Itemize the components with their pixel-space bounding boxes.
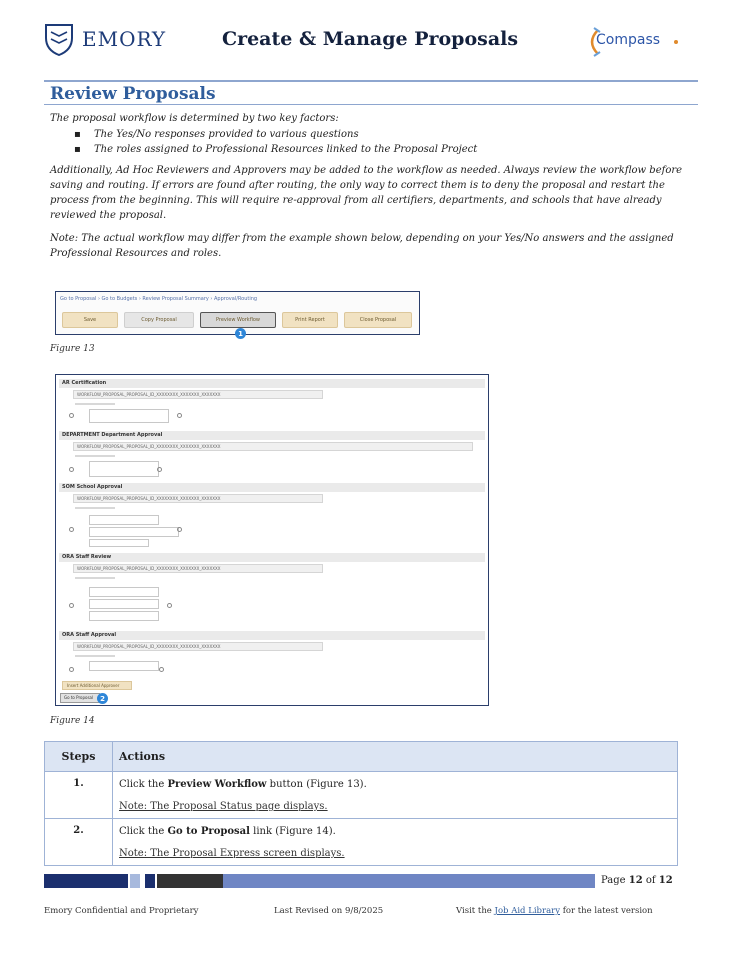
- steps-table: [44, 741, 678, 866]
- step-number: 1.: [45, 772, 113, 819]
- workflow-section-title: SOM School Approval: [59, 483, 485, 492]
- footer-bar-segment: [44, 874, 128, 888]
- workflow-section-title: ORA Staff Approval: [59, 631, 485, 640]
- table-row: [45, 772, 678, 819]
- page-header: [0, 0, 740, 80]
- table-row: [45, 819, 678, 866]
- workflow-section: [59, 483, 485, 551]
- step-note: Note: The Proposal Status page displays.: [119, 801, 328, 812]
- job-aid-library-link[interactable]: Job Aid Library: [494, 906, 560, 916]
- workflow-section-title: ORA Staff Review: [59, 553, 485, 562]
- steps-column-header: Steps: [45, 742, 113, 772]
- figure-14-screenshot: [55, 374, 489, 706]
- approver-box: [89, 409, 169, 423]
- compass-logo-text: Compass: [596, 32, 661, 48]
- workflow-path-bar: WORKFLOW_PROPOSAL_PROPOSAL_ID_XXXXXXXX_XXXXXXX_XXXXXXX: [73, 390, 323, 399]
- emory-logo-text: EMORY: [82, 27, 167, 51]
- section-title: Review Proposals: [50, 84, 216, 104]
- workflow-path-bar: WORKFLOW_PROPOSAL_PROPOSAL_ID_XXXXXXXX_XXXXXXX_XXXXXXX: [73, 494, 323, 503]
- page-number: Page 12 of 12: [601, 875, 673, 886]
- insert-approver-link[interactable]: Insert Additional Approver: [62, 681, 132, 690]
- footer-bar-segment: [130, 874, 140, 888]
- workflow-section: [59, 431, 485, 483]
- intro-bullet: ▪ The Yes/No responses provided to various questions: [74, 127, 695, 142]
- close-proposal-button[interactable]: Close Proposal: [344, 312, 412, 328]
- figure-13-caption: Figure 13: [50, 344, 95, 354]
- workflow-path-bar: WORKFLOW_PROPOSAL_PROPOSAL_ID_XXXXXXXX_XXXXXXX_XXXXXXX: [73, 642, 323, 651]
- footer-bar-segment: [145, 874, 155, 888]
- approver-box: [89, 515, 159, 525]
- workflow-section: [59, 379, 485, 429]
- step-note: Note: The Proposal Express screen displays.: [119, 848, 345, 859]
- workflow-path-bar: WORKFLOW_PROPOSAL_PROPOSAL_ID_XXXXXXXX_XXXXXXX_XXXXXXX: [73, 442, 473, 451]
- footer-visit-library: Visit the Job Aid Library for the latest version: [456, 906, 653, 916]
- compass-logo: [584, 24, 684, 60]
- workflow-section: [59, 631, 485, 681]
- intro-note: Note: The actual workflow may differ from the example shown below, depending on your Yes/No answers and the assigned Professional Resources and roles.: [50, 233, 674, 259]
- figure-14-caption: Figure 14: [50, 716, 95, 726]
- approver-box: [89, 539, 149, 547]
- footer-bar-segment: [157, 874, 223, 888]
- workflow-section-title: AR Certification: [59, 379, 485, 388]
- approver-box: [89, 527, 179, 537]
- radio-icon[interactable]: [157, 467, 162, 472]
- intro-text: [50, 111, 695, 269]
- table-header-row: [45, 742, 678, 772]
- intro-lead: The proposal workflow is determined by two key factors:: [50, 113, 339, 124]
- workflow-section: [59, 553, 485, 629]
- print-report-button[interactable]: Print Report: [282, 312, 338, 328]
- intro-bullets: [74, 127, 695, 157]
- save-button[interactable]: Save: [62, 312, 118, 328]
- approver-box: [89, 587, 159, 597]
- footer-confidential: Emory Confidential and Proprietary: [44, 906, 199, 916]
- header-divider: [44, 80, 698, 82]
- approver-box: [89, 611, 159, 621]
- radio-icon[interactable]: [177, 413, 182, 418]
- approver-box: [89, 461, 159, 477]
- radio-icon[interactable]: [69, 603, 74, 608]
- radio-icon[interactable]: [69, 667, 74, 672]
- intro-paragraph: Additionally, Ad Hoc Reviewers and Approvers may be added to the workflow as needed. Always review the workflow before saving and routing. If errors are found after routing, the only way to correct them is to deny the proposal and restart the process from the beginning. This will require re-approval from all certifiers, departments, and schools that have already reviewed the proposal.: [50, 165, 683, 221]
- go-to-proposal-button[interactable]: Go to Proposal: [60, 693, 100, 703]
- section-divider: [44, 104, 698, 105]
- radio-icon[interactable]: [159, 667, 164, 672]
- footer-bar-segment: [223, 874, 595, 888]
- ui-element-name: Preview Workflow: [167, 779, 267, 790]
- intro-bullet: ▪ The roles assigned to Professional Resources linked to the Proposal Project: [74, 142, 695, 157]
- radio-icon[interactable]: [69, 527, 74, 532]
- workflow-section-title: DEPARTMENT Department Approval: [59, 431, 485, 440]
- actions-column-header: Actions: [113, 742, 678, 772]
- preview-workflow-button[interactable]: Preview Workflow: [200, 312, 276, 328]
- breadcrumb: Go to Proposal › Go to Budgets › Review Proposal Summary › Approval/Routing: [60, 296, 258, 302]
- radio-icon[interactable]: [177, 527, 182, 532]
- radio-icon[interactable]: [69, 413, 74, 418]
- radio-icon[interactable]: [69, 467, 74, 472]
- copy-proposal-button[interactable]: Copy Proposal: [124, 312, 194, 328]
- step-action: Click the Preview Workflow button (Figure 13). Note: The Proposal Status page displays.: [113, 772, 678, 819]
- footer-last-revised: Last Revised on 9/8/2025: [274, 906, 384, 916]
- callout-badge: 2: [97, 693, 108, 704]
- ui-element-name: Go to Proposal: [167, 826, 250, 837]
- approver-box: [89, 599, 159, 609]
- callout-badge: 1: [235, 328, 246, 339]
- approver-box: [89, 661, 159, 671]
- radio-icon[interactable]: [167, 603, 172, 608]
- document-title: Create & Manage Proposals: [221, 28, 519, 50]
- step-action: Click the Go to Proposal link (Figure 14). Note: The Proposal Express screen displays.: [113, 819, 678, 866]
- workflow-path-bar: WORKFLOW_PROPOSAL_PROPOSAL_ID_XXXXXXXX_XXXXXXX_XXXXXXX: [73, 564, 323, 573]
- step-number: 2.: [45, 819, 113, 866]
